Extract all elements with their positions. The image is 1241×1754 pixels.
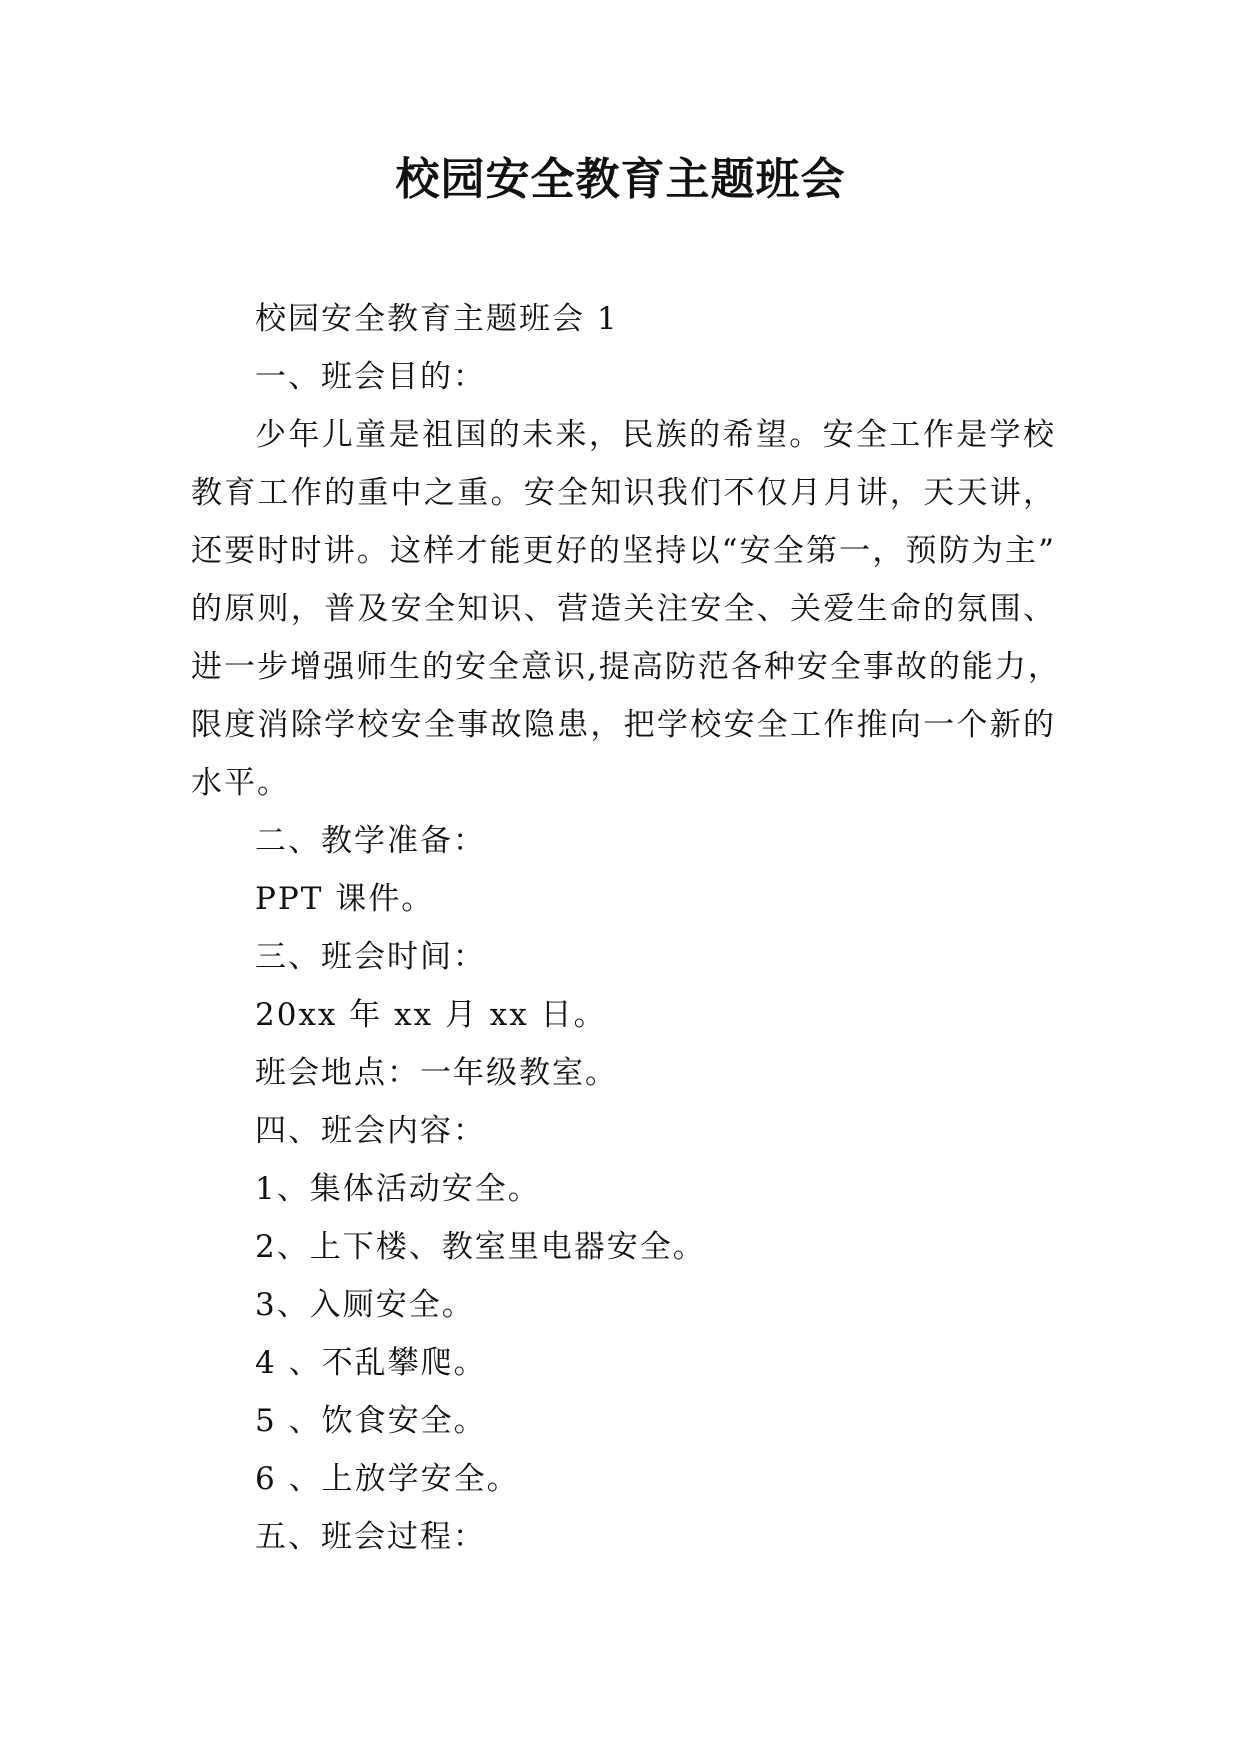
text-line: 4 、不乱攀爬。 [255,1345,487,1381]
text-line: 5 、饮食安全。 [255,1403,487,1439]
text-line: 少年儿童是祖国的未来，民族的希望。安全工作是学校 [255,417,1056,453]
text-line: 还要时时讲。这样才能更好的坚持以“安全第一，预防为主” [191,533,1056,569]
text-line: 1、集体活动安全。 [255,1171,541,1207]
text-line: 限度消除学校安全事故隐患，把学校安全工作推向一个新的 [191,707,1056,743]
text-line: 的原则，普及安全知识、营造关注安全、关爱生命的氛围、 [191,591,1056,627]
text-line: 3、入厕安全。 [255,1287,475,1323]
text-line: 进一步增强师生的安全意识,提高防范各种安全事故的能力， [191,649,1061,685]
text-line: 班会地点：一年级教室。 [255,1055,618,1091]
document-title: 校园安全教育主题班会 [395,154,846,205]
text-line: 三、班会时间： [255,939,486,975]
text-line: 教育工作的重中之重。安全知识我们不仅月月讲，天天讲， [191,475,1056,511]
text-line: 四、班会内容： [255,1113,486,1149]
text-line: 二、教学准备： [255,823,486,859]
text-line: 水平。 [191,765,290,801]
document-body [191,290,1061,1566]
text-line: 一、班会目的： [255,359,486,395]
text-line: 五、班会过程： [255,1519,486,1555]
text-line: 20xx 年 xx 月 xx 日。 [255,997,607,1033]
text-line: 2、上下楼、教室里电器安全。 [255,1229,706,1265]
text-line: 6 、上放学安全。 [255,1461,520,1497]
text-line: 校园安全教育主题班会 1 [255,301,619,337]
text-line: PPT 课件。 [255,881,435,917]
